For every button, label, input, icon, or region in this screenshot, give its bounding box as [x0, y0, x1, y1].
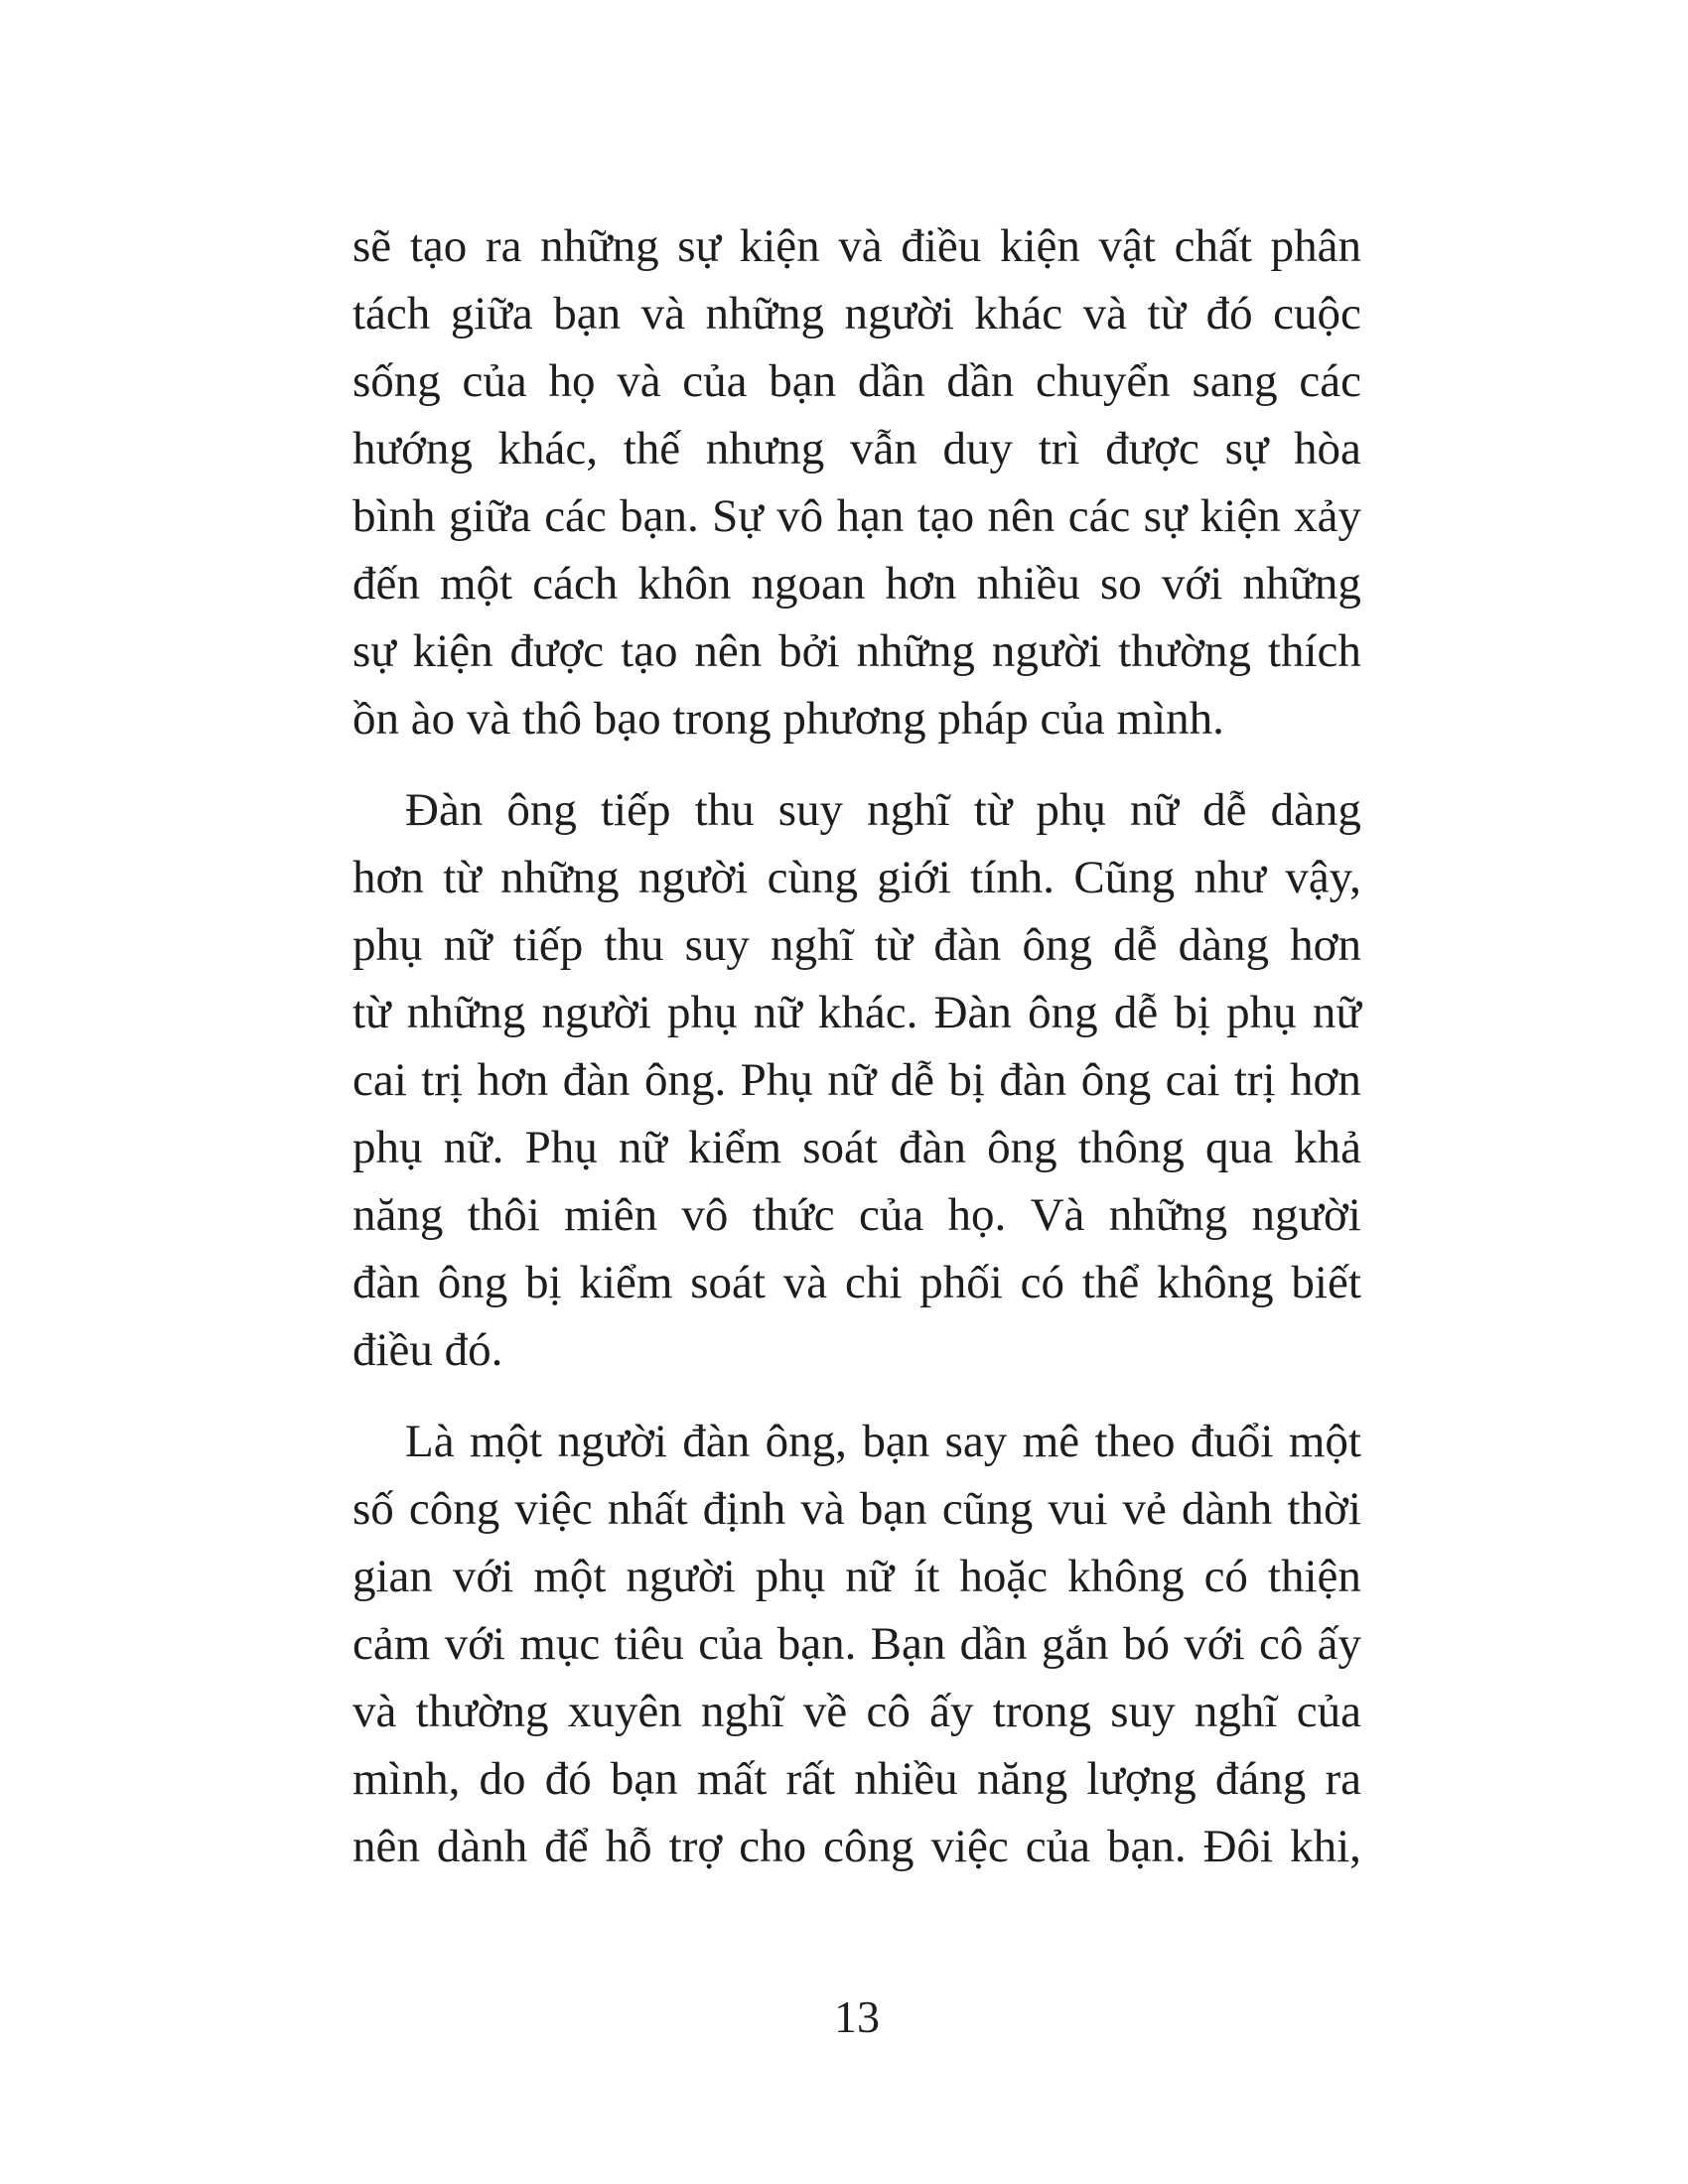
- word: phụ: [667, 987, 738, 1038]
- word: bởi: [778, 625, 840, 677]
- word: người: [637, 852, 749, 903]
- word: thôi: [467, 1189, 540, 1241]
- word: thế: [623, 423, 681, 475]
- word: duy: [942, 423, 1014, 475]
- word: sự: [1143, 490, 1188, 542]
- word: vậy,: [1285, 852, 1361, 903]
- word: cai: [352, 1054, 407, 1106]
- word: phối: [919, 1257, 1003, 1308]
- word: tiếp: [512, 919, 584, 971]
- word: của: [858, 1189, 924, 1241]
- word: kiểm: [579, 1257, 673, 1308]
- word: dần: [946, 355, 1015, 407]
- word: với: [1161, 558, 1223, 610]
- word: so: [1100, 558, 1142, 610]
- word: nghĩ: [1194, 1686, 1278, 1737]
- word: say: [944, 1416, 1008, 1467]
- word: ông: [1080, 1054, 1152, 1106]
- text-line: [352, 415, 1361, 482]
- word: cai: [1165, 1054, 1220, 1106]
- word: dàng: [1178, 919, 1269, 971]
- word: với: [452, 1551, 514, 1602]
- word: và: [782, 1257, 828, 1308]
- word: dễ: [890, 1054, 934, 1106]
- word: ít: [914, 1551, 940, 1602]
- word: khác: [974, 288, 1063, 340]
- word: hòa: [1294, 423, 1361, 475]
- word: soát: [802, 1122, 878, 1173]
- word: đàn: [562, 1054, 631, 1106]
- word: nữ: [443, 919, 492, 971]
- word: suy: [684, 919, 750, 971]
- word: vẻ: [1122, 1483, 1167, 1535]
- word: không: [1067, 1551, 1185, 1602]
- word: ra: [485, 220, 522, 272]
- word: nữ: [827, 1054, 877, 1106]
- word: người: [1251, 1189, 1361, 1241]
- word: và: [352, 1686, 397, 1737]
- word: số: [352, 1483, 394, 1535]
- word: hơn: [1290, 919, 1361, 971]
- word: vô: [681, 1189, 729, 1241]
- word: được: [1105, 423, 1199, 475]
- word: suy: [1110, 1686, 1176, 1737]
- word: nên: [987, 490, 1055, 542]
- word: và: [800, 1483, 845, 1535]
- word: Phụ: [524, 1122, 598, 1173]
- word: công: [408, 1483, 500, 1535]
- word: khác.: [817, 987, 918, 1038]
- word: nữ: [1312, 987, 1361, 1038]
- word: đuổi: [1190, 1416, 1274, 1467]
- word: nên: [352, 1821, 420, 1872]
- word: cho: [739, 1821, 807, 1872]
- word: từ: [443, 852, 482, 903]
- text-line: [352, 482, 1361, 550]
- word: của: [1025, 1821, 1090, 1872]
- word: ấy: [929, 1686, 974, 1737]
- text-line: [352, 911, 1361, 979]
- word: mình,: [352, 1753, 461, 1805]
- word: đáng: [1214, 1753, 1307, 1805]
- text-line: [352, 617, 1361, 685]
- word: vật: [1098, 220, 1156, 272]
- word: thiện: [1267, 1551, 1361, 1602]
- word: theo: [1094, 1416, 1176, 1467]
- word: chất: [1174, 220, 1252, 272]
- word: lượng: [1086, 1753, 1196, 1805]
- word: dành: [1181, 1483, 1273, 1535]
- word: giữa: [450, 288, 533, 340]
- word: việc: [930, 1821, 1009, 1872]
- word: phụ: [1226, 987, 1297, 1038]
- word: bình: [352, 490, 436, 542]
- word: trợ: [668, 1821, 723, 1872]
- word: dễ: [1113, 987, 1159, 1038]
- word: ông,: [765, 1416, 847, 1467]
- word: ông.: [643, 1054, 727, 1106]
- word: thời: [1287, 1483, 1361, 1535]
- word: trị: [1233, 1054, 1276, 1106]
- word: định: [702, 1483, 786, 1535]
- word: một: [1288, 1416, 1361, 1467]
- word: thường: [415, 1686, 549, 1737]
- word: của: [698, 1618, 764, 1670]
- word: thu: [694, 784, 755, 836]
- word: ra: [1325, 1753, 1361, 1805]
- word: một: [533, 1551, 607, 1602]
- word: không: [1157, 1257, 1274, 1308]
- word: kiện: [739, 220, 820, 272]
- word: những: [856, 625, 975, 677]
- word: ông: [987, 1122, 1057, 1173]
- word: Bạn: [870, 1618, 946, 1670]
- word: Là: [405, 1416, 455, 1467]
- word: sự: [1224, 423, 1269, 475]
- word: Phụ: [740, 1054, 813, 1106]
- word: những: [1242, 558, 1361, 610]
- word: ông: [1022, 919, 1092, 971]
- word: do: [479, 1753, 526, 1805]
- word: bạn.: [1106, 1821, 1187, 1872]
- text-line: [352, 1181, 1361, 1249]
- text-line: [352, 1046, 1361, 1114]
- word: tạo: [409, 220, 468, 272]
- text-line: [352, 280, 1361, 347]
- word: nhiều: [854, 1753, 958, 1805]
- word: kiểm: [688, 1122, 782, 1173]
- word: dần: [959, 1618, 1028, 1670]
- word: tính.: [970, 852, 1055, 903]
- word: của: [682, 355, 748, 407]
- word: của: [1296, 1686, 1361, 1737]
- word: một: [470, 1416, 543, 1467]
- page-body-text: [352, 212, 1361, 1880]
- word: rất: [785, 1753, 836, 1805]
- text-line: [352, 1543, 1361, 1610]
- word: với: [1184, 1618, 1245, 1670]
- word: hơn: [885, 558, 957, 610]
- word: các: [1067, 490, 1131, 542]
- word: thường: [1118, 625, 1251, 677]
- word: những: [705, 288, 824, 340]
- word: các: [1299, 355, 1361, 407]
- text-line: ồn ào và thô bạo trong phương pháp của mình.: [352, 693, 1224, 745]
- word: nghĩ: [867, 784, 950, 836]
- word: bó: [1122, 1618, 1170, 1670]
- word: thức: [752, 1189, 835, 1241]
- word: xuyên: [567, 1686, 682, 1737]
- word: nữ: [1130, 784, 1179, 836]
- word: cuộc: [1273, 288, 1361, 340]
- word: hơn: [477, 1054, 549, 1106]
- word: mê: [1022, 1416, 1080, 1467]
- word: bị: [948, 1054, 985, 1106]
- word: và: [617, 355, 661, 407]
- word: dần: [857, 355, 925, 407]
- word: suy: [777, 784, 844, 836]
- word: Đàn: [933, 987, 1012, 1038]
- word: dễ: [1202, 784, 1247, 836]
- text-line: [352, 1745, 1361, 1813]
- word: tiếp: [601, 784, 671, 836]
- word: có: [1203, 1551, 1248, 1602]
- word: người: [844, 288, 954, 340]
- word: khôn: [637, 558, 732, 610]
- word: ấy: [1317, 1618, 1361, 1670]
- text-line: [352, 844, 1361, 911]
- word: hơn: [352, 852, 424, 903]
- word: miên: [564, 1189, 658, 1241]
- word: cảm: [352, 1618, 431, 1670]
- word: về: [802, 1686, 848, 1737]
- word: bạn: [859, 1483, 927, 1535]
- word: trị: [421, 1054, 463, 1106]
- word: nhất: [607, 1483, 688, 1535]
- word: đàn: [999, 1054, 1067, 1106]
- word: sự: [352, 625, 396, 677]
- word: bị: [1174, 987, 1210, 1038]
- word: khác,: [497, 423, 598, 475]
- word: bạn: [769, 355, 837, 407]
- word: những: [1108, 1189, 1228, 1241]
- word: năng: [352, 1189, 444, 1241]
- word: phụ: [1036, 784, 1106, 836]
- word: tạo: [916, 490, 975, 542]
- word: trong: [992, 1686, 1092, 1737]
- word: từ: [973, 784, 1013, 836]
- text-line: [352, 1678, 1361, 1745]
- word: họ: [548, 355, 596, 407]
- text-line: [352, 550, 1361, 617]
- word: và: [640, 288, 685, 340]
- word: đó: [544, 1753, 592, 1805]
- word: cách: [532, 558, 619, 610]
- word: nữ: [753, 987, 802, 1038]
- word: người: [557, 1416, 667, 1467]
- word: biết: [1291, 1257, 1361, 1308]
- word: cũng: [941, 1483, 1034, 1535]
- word: dành: [436, 1821, 528, 1872]
- word: hỗ: [605, 1821, 652, 1872]
- word: ông: [506, 784, 577, 836]
- word: nữ: [618, 1122, 667, 1173]
- word: mục: [519, 1618, 601, 1670]
- word: người: [991, 625, 1102, 677]
- word: mất: [696, 1753, 768, 1805]
- word: đàn: [933, 919, 1002, 971]
- text-line: [352, 1610, 1361, 1678]
- word: giới: [877, 852, 951, 903]
- word: gian: [352, 1551, 433, 1602]
- word: đó: [1205, 288, 1253, 340]
- word: việc: [514, 1483, 593, 1535]
- word: thể: [1081, 1257, 1140, 1308]
- word: thu: [604, 919, 664, 971]
- text-line: [352, 1114, 1361, 1181]
- word: ông: [1028, 987, 1098, 1038]
- word: cô: [1258, 1618, 1304, 1670]
- word: nghĩ: [700, 1686, 784, 1737]
- word: hơn: [1290, 1054, 1361, 1106]
- word: họ.: [947, 1189, 1007, 1241]
- word: công: [823, 1821, 914, 1872]
- word: vô: [776, 490, 824, 542]
- word: những: [540, 220, 659, 272]
- word: như: [1194, 852, 1266, 903]
- word: kiện: [412, 625, 493, 677]
- text-line: điều đó.: [352, 1324, 503, 1376]
- paragraph: [352, 1408, 1361, 1880]
- word: qua: [1205, 1122, 1273, 1173]
- word: bị: [525, 1257, 562, 1308]
- word: phụ: [352, 1122, 423, 1173]
- word: cô: [866, 1686, 911, 1737]
- word: vẫn: [849, 423, 917, 475]
- word: cùng: [767, 852, 858, 903]
- word: phụ: [755, 1551, 826, 1602]
- word: Sự: [712, 490, 764, 542]
- word: hướng: [352, 423, 473, 475]
- word: phân: [1270, 220, 1361, 272]
- word: kiện: [999, 220, 1080, 272]
- word: phụ: [352, 919, 423, 971]
- word: những: [500, 852, 620, 903]
- word: kiện: [1199, 490, 1281, 542]
- word: bạn: [862, 1416, 930, 1467]
- text-line: [352, 1475, 1361, 1543]
- word: chuyển: [1036, 355, 1171, 407]
- word: dễ: [1113, 919, 1158, 971]
- word: từ: [352, 987, 391, 1038]
- word: Đàn: [405, 784, 484, 836]
- word: từ: [1147, 288, 1187, 340]
- word: sẽ: [352, 220, 392, 272]
- word: bạn.: [620, 490, 699, 542]
- word: đến: [352, 558, 420, 610]
- text-line: [352, 776, 1361, 844]
- word: Đôi: [1202, 1821, 1274, 1872]
- word: tiêu: [614, 1618, 684, 1670]
- word: để: [544, 1821, 589, 1872]
- word: các: [544, 490, 607, 542]
- word: và: [838, 220, 883, 272]
- word: điều: [901, 220, 982, 272]
- word: năng: [976, 1753, 1068, 1805]
- word: chi: [844, 1257, 903, 1308]
- word: của: [462, 355, 527, 407]
- word: sống: [352, 355, 441, 407]
- text-line: [352, 1408, 1361, 1475]
- word: soát: [690, 1257, 766, 1308]
- word: bạn.: [776, 1618, 857, 1670]
- word: đàn: [352, 1257, 420, 1308]
- text-line: [352, 1813, 1361, 1880]
- word: trì: [1038, 423, 1080, 475]
- word: sự: [677, 220, 722, 272]
- word: Và: [1030, 1189, 1085, 1241]
- word: Cũng: [1073, 852, 1176, 903]
- word: từ: [874, 919, 914, 971]
- word: với: [444, 1618, 505, 1670]
- word: những: [406, 987, 526, 1038]
- word: ông: [437, 1257, 508, 1308]
- word: có: [1020, 1257, 1064, 1308]
- word: người: [541, 987, 651, 1038]
- word: thích: [1267, 625, 1361, 677]
- word: nữ.: [443, 1122, 504, 1173]
- text-line: [352, 979, 1361, 1046]
- word: nữ: [845, 1551, 895, 1602]
- text-line: [352, 1249, 1361, 1316]
- word: đàn: [682, 1416, 751, 1467]
- word: bạn: [553, 288, 622, 340]
- word: bạn: [610, 1753, 678, 1805]
- word: khi,: [1290, 1821, 1361, 1872]
- word: và: [1082, 288, 1128, 340]
- word: được: [509, 625, 605, 677]
- word: dàng: [1270, 784, 1361, 836]
- word: sang: [1192, 355, 1278, 407]
- word: nghĩ: [771, 919, 854, 971]
- word: giữa: [448, 490, 531, 542]
- paragraph: [352, 212, 1361, 752]
- word: thông: [1077, 1122, 1185, 1173]
- word: nên: [694, 625, 763, 677]
- word: nhưng: [705, 423, 825, 475]
- word: xảy: [1294, 490, 1361, 542]
- page-number: 13: [834, 1991, 880, 2042]
- word: vui: [1048, 1483, 1108, 1535]
- text-line: [352, 347, 1361, 415]
- word: hoặc: [959, 1551, 1049, 1602]
- word: gắn: [1041, 1618, 1109, 1670]
- word: tách: [352, 288, 431, 340]
- word: ngoan: [751, 558, 866, 610]
- word: nhiều: [976, 558, 1080, 610]
- word: một: [439, 558, 513, 610]
- word: đàn: [899, 1122, 966, 1173]
- text-line: [352, 212, 1361, 280]
- word: khả: [1294, 1122, 1361, 1173]
- word: hạn: [836, 490, 905, 542]
- paragraph: [352, 776, 1361, 1384]
- word: người: [626, 1551, 736, 1602]
- word: tạo: [621, 625, 678, 677]
